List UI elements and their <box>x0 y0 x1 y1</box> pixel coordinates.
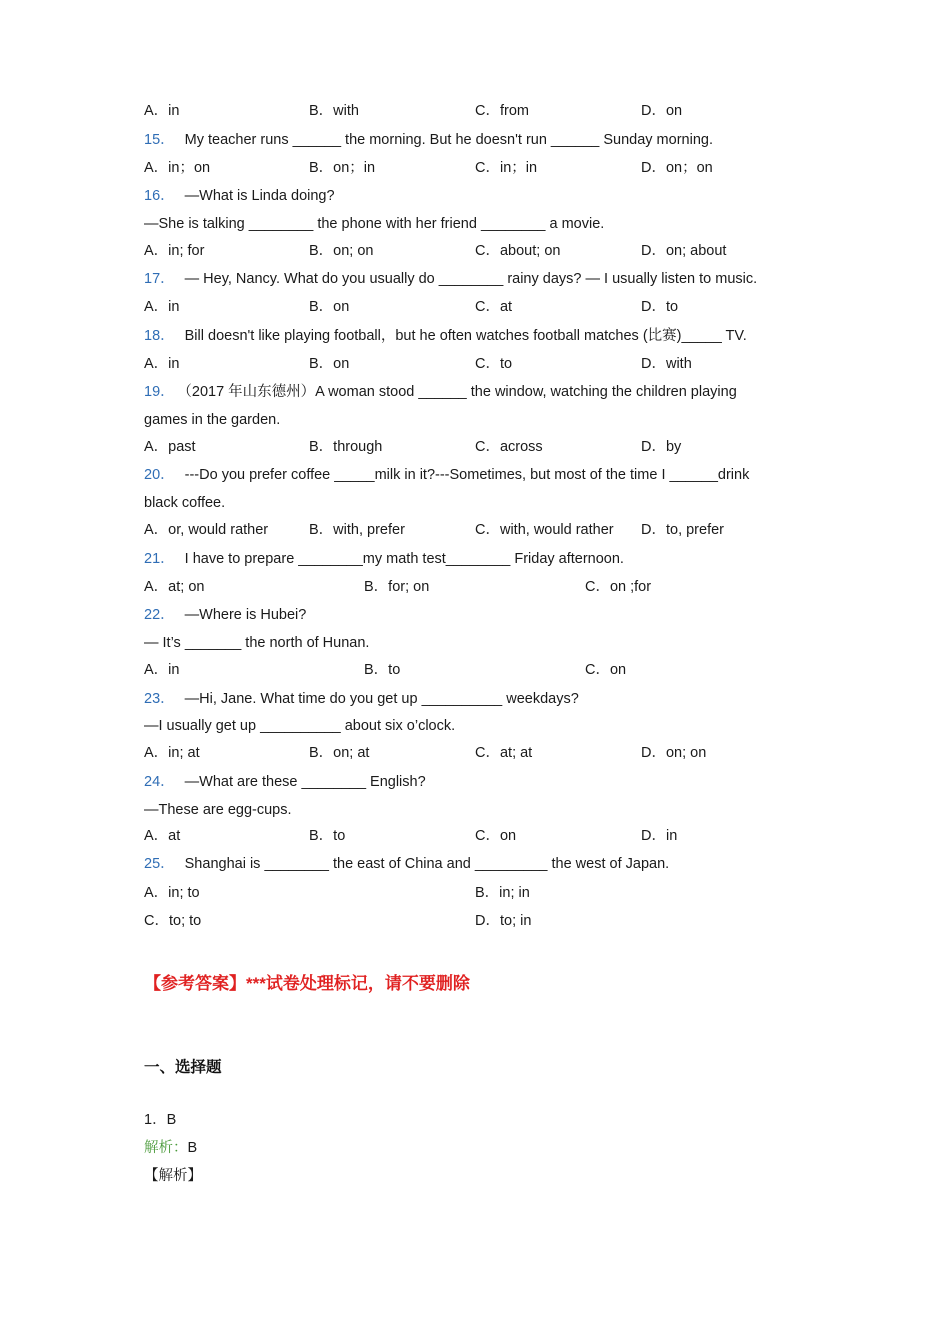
answer-value: B <box>166 1112 177 1128</box>
q23-stem <box>144 689 800 709</box>
answer-key-banner: 【参考答案】***试卷处理标记，请不要删除 <box>144 974 470 993</box>
question-text: games in the garden. <box>144 412 281 428</box>
q24-stem-line2 <box>144 800 800 820</box>
analysis-bracket: 【解析】 <box>144 1168 202 1184</box>
q20-stem-line2 <box>144 493 800 513</box>
option-d: D．with <box>641 356 692 372</box>
option-d: D．in <box>641 828 678 844</box>
question-text: —Hi, Jane. What time do you get up __________ weekdays? <box>184 691 579 707</box>
option-b: B．in; in <box>475 885 530 901</box>
option-c: C．on <box>585 662 627 678</box>
option-c: C．at <box>475 299 513 315</box>
option-c: C．at; at <box>475 745 533 761</box>
option-a: A．or, would rather <box>144 522 269 538</box>
option-a: A．in; for <box>144 243 205 259</box>
q22-stem <box>144 605 800 625</box>
q19-stem <box>144 382 800 402</box>
option-a: A．in <box>144 662 180 678</box>
question-text: —Where is Hubei? <box>184 607 307 623</box>
option-d: D．by <box>641 439 682 455</box>
option-b: B．on; at <box>309 745 370 761</box>
option-b: B．with <box>309 103 359 119</box>
option-d: D．on; about <box>641 243 727 259</box>
option-a: A．in; to <box>144 885 200 901</box>
option-b: B．to <box>364 662 401 678</box>
question-number: 15． <box>144 132 175 148</box>
option-c: C．to; to <box>144 913 202 929</box>
question-number: 21． <box>144 551 175 567</box>
q18-stem <box>144 326 800 346</box>
question-text: （2017 年山东德州）A woman stood ______ the window, watching the children playing <box>184 384 737 400</box>
option-a: A．past <box>144 439 196 455</box>
answer-number: 1． <box>144 1112 167 1128</box>
option-b: B．for; on <box>364 579 430 595</box>
option-d: D．to <box>641 299 679 315</box>
question-number: 23． <box>144 691 175 707</box>
q20-stem <box>144 465 800 485</box>
q25-stem <box>144 854 800 874</box>
question-number: 19． <box>144 384 175 400</box>
question-text: —I usually get up __________ about six o’clock. <box>144 718 456 734</box>
question-text: I have to prepare ________my math test________ Friday afternoon. <box>184 551 624 567</box>
q16-stem-line2 <box>144 214 800 234</box>
question-number: 25． <box>144 856 175 872</box>
q21-stem <box>144 549 800 569</box>
analysis-label: 解析： <box>144 1140 188 1156</box>
option-c: C．to <box>475 356 513 372</box>
question-text: ---Do you prefer coffee _____milk in it?---Sometimes, but most of the time I ______drink <box>184 467 750 483</box>
option-d: D．to, prefer <box>641 522 724 538</box>
question-number: 16． <box>144 188 175 204</box>
question-text: My teacher runs ______ the morning. But he doesn't run ______ Sunday morning. <box>184 132 713 148</box>
question-text: —What is Linda doing? <box>184 188 335 204</box>
analysis-line <box>144 1138 800 1158</box>
option-d: D．on; on <box>641 745 707 761</box>
option-b: B．on; on <box>309 243 374 259</box>
option-c: C．on <box>475 828 517 844</box>
option-c: C．across <box>475 439 543 455</box>
option-d: D．to; in <box>475 913 532 929</box>
option-c: C．with, would rather <box>475 522 614 538</box>
question-number: 24． <box>144 774 175 790</box>
option-b: B．on <box>309 356 350 372</box>
question-text: black coffee. <box>144 495 226 511</box>
option-d: D．on；on <box>641 160 713 176</box>
question-text: Bill doesn't like playing football，but he often watches football matches (比赛)_____ TV. <box>184 328 747 344</box>
option-a: A．in <box>144 299 180 315</box>
section-heading: 一、选择题 <box>144 1059 222 1076</box>
q23-stem-line2 <box>144 716 800 736</box>
option-c: C．on ;for <box>585 579 652 595</box>
option-b: B．through <box>309 439 383 455</box>
question-number: 22． <box>144 607 175 623</box>
answer-1 <box>144 1110 800 1130</box>
question-number: 17． <box>144 271 175 287</box>
analysis-value: B <box>187 1140 198 1156</box>
option-c: C．from <box>475 103 529 119</box>
q19-stem-line2 <box>144 410 800 430</box>
option-a: A．in; at <box>144 745 200 761</box>
option-b: B．on <box>309 299 350 315</box>
q15-stem <box>144 130 800 150</box>
question-text: — It’s _______ the north of Hunan. <box>144 635 370 651</box>
option-a: A．at <box>144 828 181 844</box>
q22-stem-line2 <box>144 633 800 653</box>
option-c: C．in；in <box>475 160 538 176</box>
option-b: B．on；in <box>309 160 376 176</box>
option-a: A．in <box>144 356 180 372</box>
q16-stem <box>144 186 800 206</box>
q24-stem <box>144 772 800 792</box>
question-text: Shanghai is ________ the east of China and _________ the west of Japan. <box>184 856 670 872</box>
option-d: D．on <box>641 103 683 119</box>
question-text: —She is talking ________ the phone with her friend ________ a movie. <box>144 216 605 232</box>
question-number: 20． <box>144 467 175 483</box>
question-text: —What are these ________ English? <box>184 774 426 790</box>
question-text: — Hey, Nancy. What do you usually do ________ rainy days? — I usually listen to music. <box>184 271 758 287</box>
question-text: —These are egg-cups. <box>144 802 292 818</box>
option-a: A．in <box>144 103 180 119</box>
option-b: B．to <box>309 828 346 844</box>
option-a: A．in；on <box>144 160 211 176</box>
q17-stem <box>144 269 800 289</box>
option-a: A．at; on <box>144 579 205 595</box>
option-c: C．about; on <box>475 243 561 259</box>
option-b: B．with, prefer <box>309 522 405 538</box>
question-number: 18． <box>144 328 175 344</box>
